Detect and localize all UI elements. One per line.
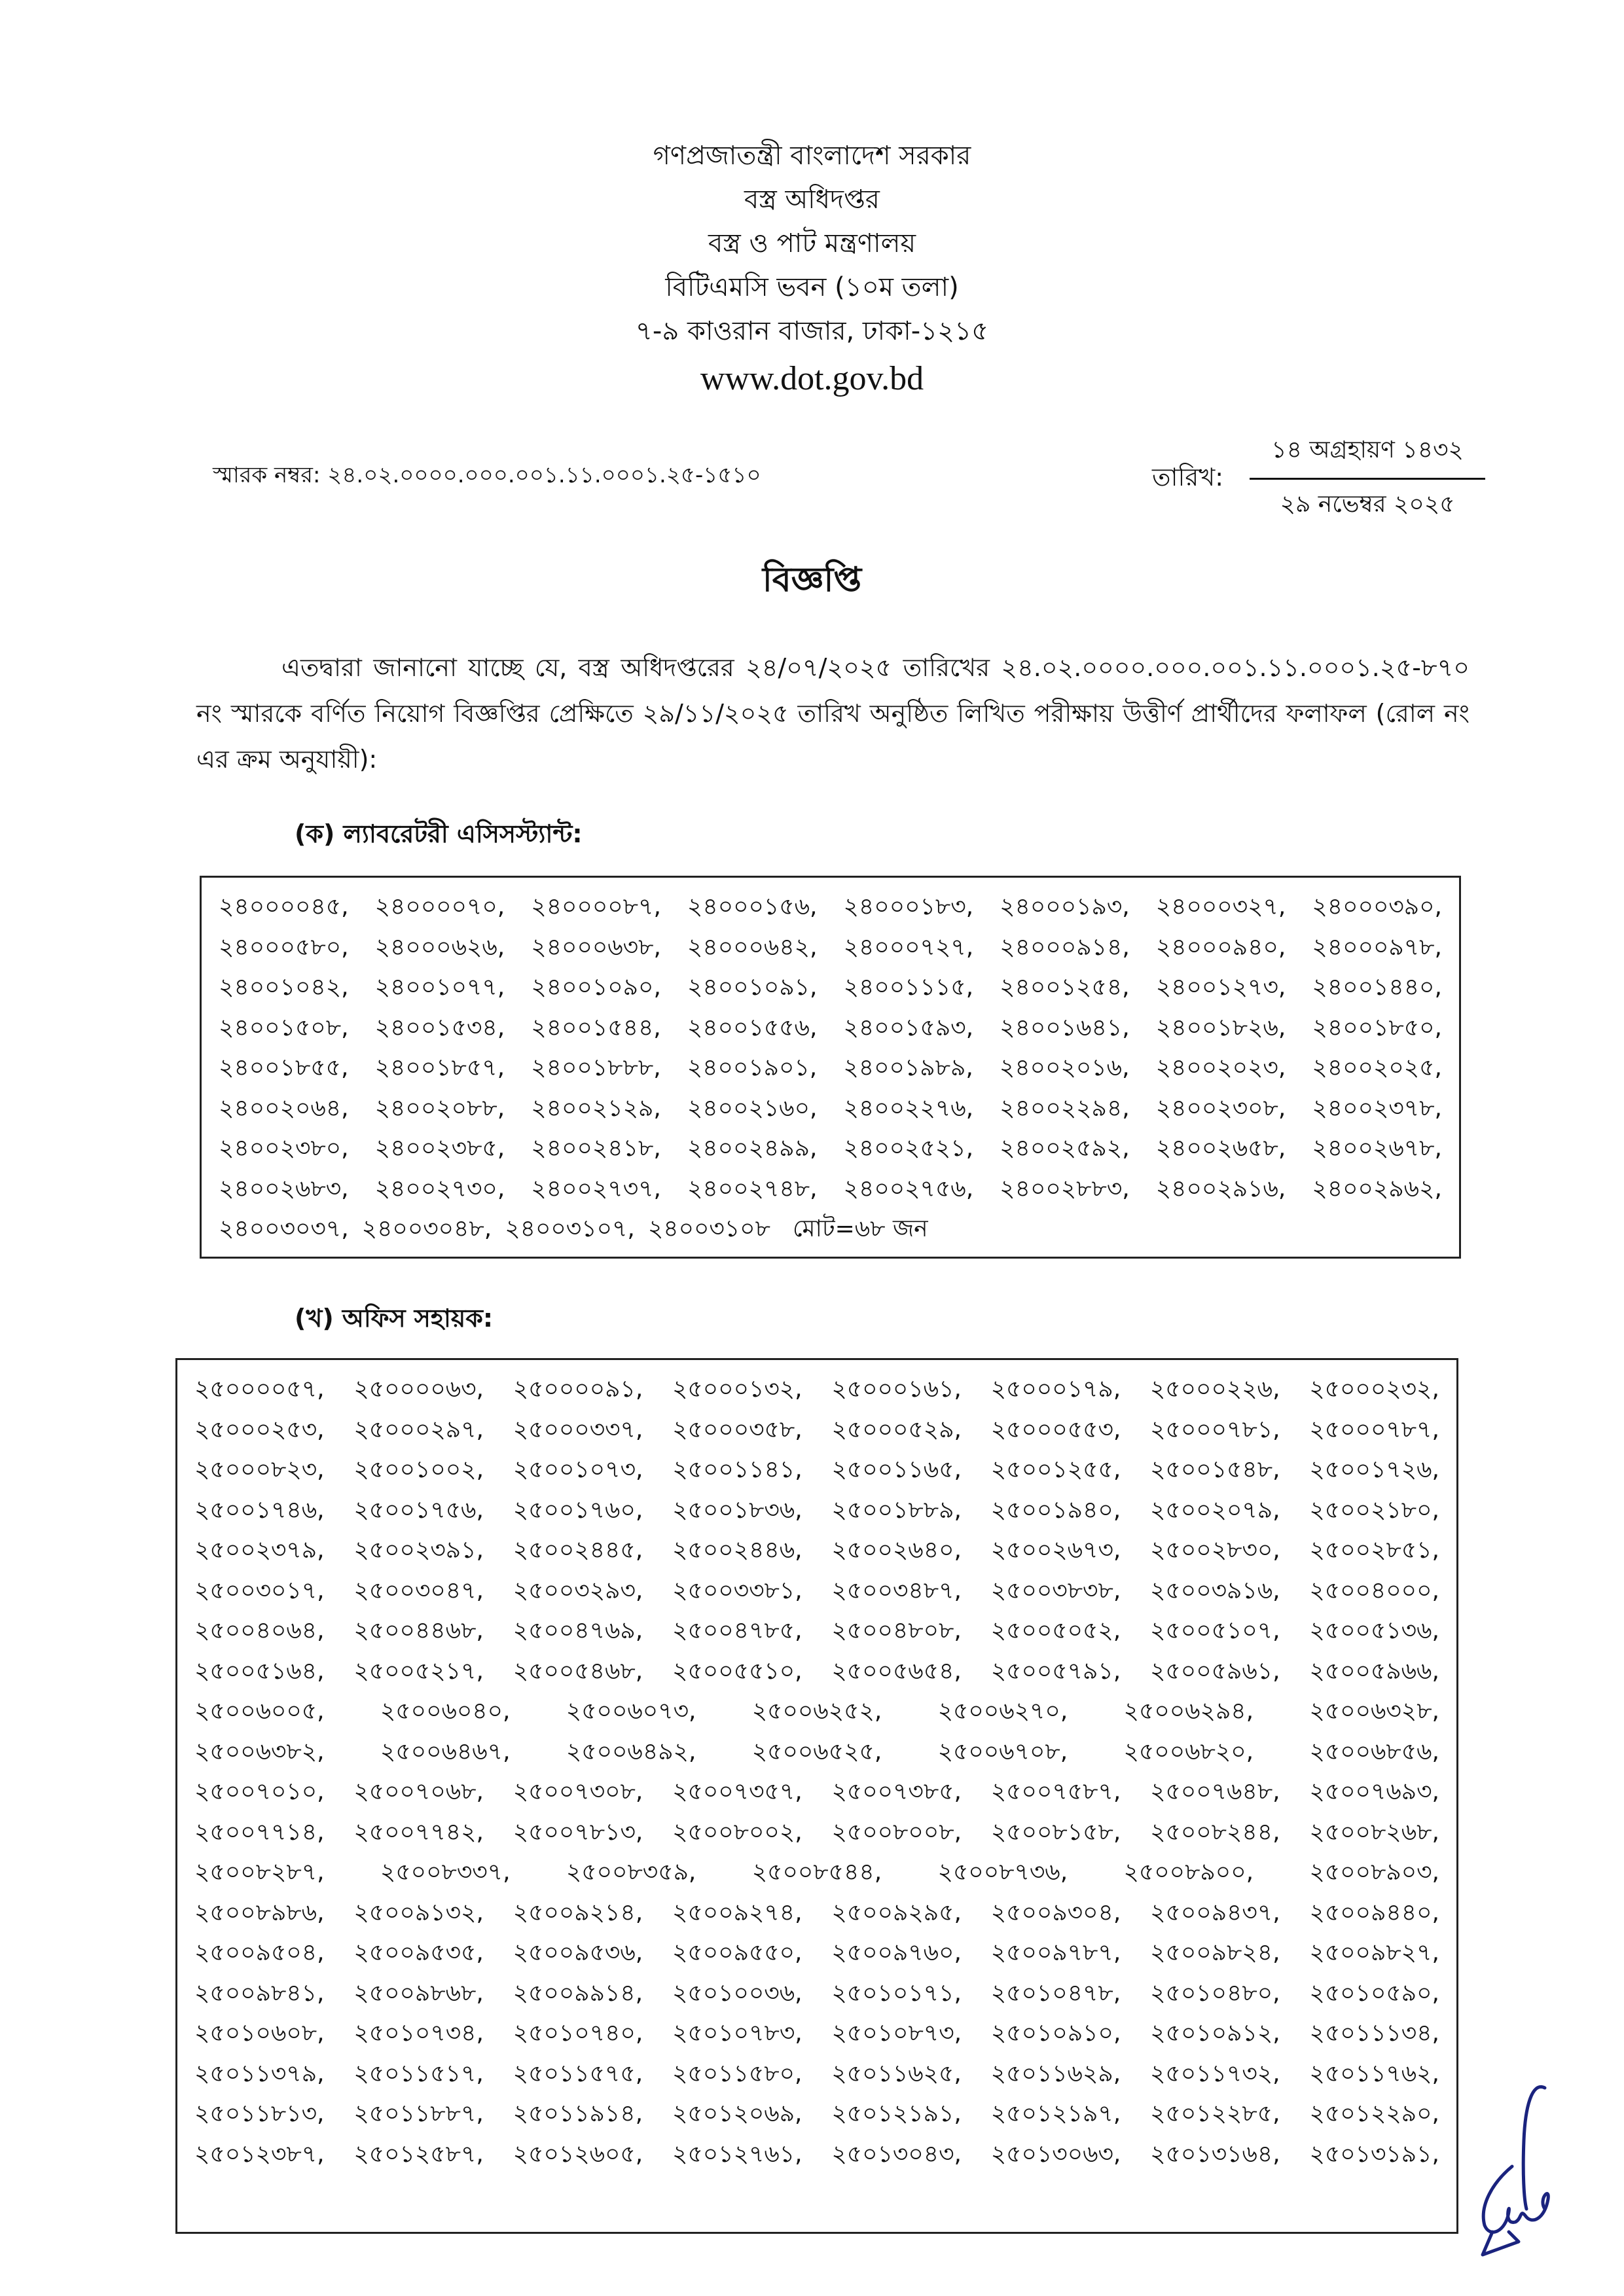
roll-number: ২৪০০০৯৪০, (1155, 933, 1286, 961)
roll-number: ২৫০১৩০৪৩, (831, 2140, 962, 2168)
roll-number: ২৫০০০৫২৯, (831, 1416, 962, 1443)
roll-row (194, 2054, 1439, 2094)
roll-number: ২৫০০৬০৭৩, (566, 1698, 696, 1725)
roll-number: ২৫০০৮৯৮৬, (194, 1899, 325, 1926)
roll-number: ২৫০০৯২৭৪, (672, 1899, 803, 1926)
roll-number: ২৫০০৭৭১৪, (194, 1818, 325, 1846)
office-assistant-roll-list (175, 1358, 1458, 2234)
roll-number: ২৫০০২৩৯১, (353, 1537, 484, 1564)
roll-number: ২৫০১১৬২৯, (990, 2060, 1121, 2087)
roll-number: ২৫০০৬৪৯২, (566, 1738, 696, 1765)
roll-number: ২৫০০৩০৪৭, (353, 1577, 484, 1604)
roll-row (219, 967, 1442, 1008)
roll-number: ২৫০০০২২৬, (1149, 1376, 1280, 1403)
address: ৭-৯ কাওরান বাজার, ঢাকা-১২১৫ (635, 316, 989, 346)
roll-number: ২৫০০৭৩৮৫, (831, 1778, 962, 1805)
roll-number: ২৪০০২৪৯৯, (687, 1135, 818, 1162)
roll-number: ২৫০০০০৬৩, (353, 1376, 484, 1403)
roll-number: ২৪০০২১২৯, (531, 1094, 661, 1122)
roll-number: ২৫০১০০৩৬, (672, 1979, 803, 2007)
roll-number: ২৫০০৯২১৪, (513, 1899, 643, 1926)
roll-number: ২৫০০৩০১৭, (194, 1577, 325, 1604)
roll-number: ২৪০০২০১৬, (999, 1054, 1130, 1081)
roll-number: ২৫০১০১৭১, (831, 1979, 962, 2007)
roll-number: ২৫০১১৭৩২, (1150, 2060, 1280, 2087)
roll-number: ২৫০১০৫৯০, (1309, 1979, 1439, 2007)
roll-number: ২৫০১১৮১৩, (194, 2100, 325, 2127)
roll-number: ২৫০০৬৩২৮, (1309, 1698, 1439, 1725)
roll-number: ২৪০০১৮৫০, (1312, 1014, 1442, 1041)
roll-number: ২৫০০৫৫১০, (672, 1657, 803, 1685)
roll-row (219, 1008, 1442, 1049)
roll-row (194, 1450, 1439, 1490)
roll-number: ২৫০১২১৯৭, (990, 2100, 1121, 2127)
roll-number: ২৪০০২৩৮৫, (374, 1135, 505, 1162)
memo-number (213, 458, 761, 495)
roll-number: ২৫০০১৯৪০, (990, 1496, 1121, 1524)
letterhead (0, 134, 1624, 402)
roll-number: ২৫০০০০৯১, (513, 1376, 643, 1403)
roll-number: ২৪০০২০২৫, (1312, 1054, 1442, 1081)
roll-number: ২৫০১৩১৯১, (1309, 2140, 1439, 2168)
roll-number: ২৫০০২৪৪৫, (513, 1537, 643, 1564)
roll-number: ২৫০০১০৭৩, (513, 1456, 643, 1483)
roll-row (194, 1852, 1439, 1893)
roll-number: ২৪০০১০৭৭, (374, 974, 505, 1001)
roll-number: ২৫০০০৮২৩, (194, 1456, 325, 1483)
roll-number: ২৫০০৭০৬৮, (353, 1778, 484, 1805)
roll-number: ২৪০০০৫৮০, (219, 933, 349, 961)
roll-number: ২৫০১২২৯০, (1309, 2100, 1439, 2127)
roll-number: ২৫০১২৭৬১, (672, 2140, 803, 2168)
roll-number: ২৪০০১৬৪১, (1000, 1014, 1130, 1041)
section-heading-office-assistant: (খ) অফিস সহায়ক: (295, 1304, 494, 1333)
notice-title: বিজ্ঞপ্তি (762, 560, 862, 600)
roll-row (194, 1893, 1439, 1933)
roll-number: ২৫০০১৮৩৬, (672, 1496, 803, 1524)
roll-row (194, 1410, 1439, 1450)
roll-number: ২৪০০১৮২৬, (1155, 1014, 1286, 1041)
roll-row (194, 2134, 1439, 2175)
roll-number: ২৫০০৮৫৪৪, (751, 1859, 882, 1886)
roll-number: ২৫০০১৫৪৮, (1150, 1456, 1280, 1483)
roll-number: ২৪০০২০৬৪, (219, 1094, 349, 1122)
roll-number: ২৫০০১১৬৫, (831, 1456, 962, 1483)
roll-row (194, 1732, 1439, 1772)
roll-number: ২৫০০৬৭০৮, (937, 1738, 1068, 1765)
roll-number: ২৫০০৯৮৪১, (194, 1979, 325, 2007)
roll-number: ২৫০১২১৯১, (831, 2100, 962, 2127)
roll-number: ২৫০১০৭৮৩, (672, 2020, 803, 2047)
roll-number: ২৫০১১৬২৫, (831, 2060, 962, 2087)
roll-number: ২৫০০১৭৪৬, (194, 1496, 325, 1524)
roll-number: ২৫০০৮৯০০, (1123, 1859, 1254, 1886)
roll-row (194, 1933, 1439, 1973)
roll-number: ২৫০১৩০৬৩, (990, 2140, 1121, 2168)
roll-number: ২৫০০৫১৬৪, (194, 1657, 325, 1685)
section-heading-lab-assistant: (ক) ল্যাবরেটরী এসিসস্ট্যান্ট: (295, 819, 583, 848)
roll-number: ২৫০০৯২৯৫, (831, 1899, 962, 1926)
roll-number: ২৫০০৯৫৩৬, (513, 1939, 643, 1966)
roll-number: ২৫০০০২৯৭, (353, 1416, 484, 1443)
notice-body: এতদ্বারা জানানো যাচ্ছে যে, বস্ত্র অধিদপ্তরের ২৪/০৭/২০২৫ তারিখের ২৪.০২.০০০০.০০০.০০১.১১.০০০১.২৫-৮৭০ নং স্মারকে বর্ণিত নিয়োগ বিজ্ঞপ্তির প্রেক্ষিতে ২৯/১১/২০২৫ তারিখ অনুষ্ঠিত লিখিত পরীক্ষায় উত্তীর্ণ প্রার্থীদের ফলাফল (রোল নং এর ক্রম অনুযায়ী): (196, 653, 1470, 774)
roll-number: ২৫০০৬৪৬৭, (380, 1738, 511, 1765)
roll-row (219, 1088, 1442, 1129)
roll-number: ২৫০০৯৫৫০, (672, 1939, 803, 1966)
roll-number: ২৫০০৯৭৮৭, (990, 1939, 1121, 1966)
roll-number: ২৪০০২০৮৮, (374, 1094, 505, 1122)
signature-icon (1447, 2068, 1578, 2265)
roll-number: ২৫০১০৬০৮, (194, 2020, 325, 2047)
roll-row (194, 1369, 1439, 1410)
roll-number: ২৫০০০৩৩৭, (513, 1416, 643, 1443)
roll-row (194, 1973, 1439, 2014)
roll-number: ২৫০১২২৮৫, (1150, 2100, 1280, 2127)
roll-number: ২৫০০৫৯৬৬, (1309, 1657, 1439, 1685)
roll-number: ২৫০০০১৬১, (831, 1376, 962, 1403)
roll-number: ২৫০০৪০০০, (1309, 1577, 1439, 1604)
roll-number: ২৫০১২৫৮৭, (353, 2140, 484, 2168)
roll-number: ২৫০০৬৮২০, (1123, 1738, 1254, 1765)
roll-row (194, 1571, 1439, 1611)
roll-number: ২৪০০০৭২৭, (843, 933, 974, 961)
roll-number: ২৫০০৭০১০, (194, 1778, 325, 1805)
roll-number: ২৪০০২২৯৪, (1000, 1094, 1130, 1122)
roll-number: ২৫০০৪৭৬৯, (513, 1617, 643, 1644)
roll-number: ২৫০১২৬০৫, (513, 2140, 643, 2168)
roll-row (219, 887, 1442, 927)
roll-number: ২৪০০০০৭০, (374, 893, 505, 920)
roll-number: ২৫০০২৪৪৬, (672, 1537, 803, 1564)
roll-number: ২৫০১১৫৮০, (672, 2060, 803, 2087)
roll-number: ২৪০০১০৯১, (687, 974, 818, 1001)
roll-number: ২৫০০৫১৩৬, (1309, 1617, 1439, 1644)
roll-number: ২৫০০৮৩৫৯, (566, 1859, 696, 1886)
department-name: বস্ত্র অধিদপ্তর (744, 185, 880, 215)
roll-number: ২৫০০২৮৫১, (1309, 1537, 1439, 1564)
roll-number: ২৫০০৫৪৬৮, (513, 1657, 643, 1685)
roll-number: ২৫০১২০৬৯, (672, 2100, 803, 2127)
roll-number: ২৪০০১৪৪০, (1312, 974, 1442, 1001)
roll-number: ২৫০০০২৩২, (1309, 1376, 1439, 1403)
roll-number: ২৫০০২৩৭৯, (194, 1537, 325, 1564)
roll-number: ২৫০১১৫১৭, (353, 2060, 484, 2087)
roll-number: ২৫০০৬৮৫৬, (1309, 1738, 1439, 1765)
roll-number: ২৫০০৬৫২৫, (751, 1738, 882, 1765)
roll-number: ২৪০০২৭৫৬, (843, 1175, 974, 1202)
roll-number: ২৫০০৬৩৮২, (194, 1738, 325, 1765)
roll-number: ২৫০১১৩৭৯, (194, 2060, 325, 2087)
roll-number: ২৪০০২৭৩৭, (531, 1175, 661, 1202)
roll-number: ২৪০০১৫০৮, (219, 1014, 349, 1041)
roll-number: ২৫০০২৮৩০, (1150, 1537, 1280, 1564)
roll-number: ২৫০০১৭২৬, (1309, 1456, 1439, 1483)
roll-number: ২৪০০২৩৮০, (219, 1135, 349, 1162)
roll-number: ২৫০১০৯১২, (1150, 2020, 1280, 2047)
roll-number: ২৪০০৩০৩৭, (219, 1215, 349, 1242)
roll-number: ২৪০০০৯১৪, (1000, 933, 1130, 961)
roll-number: ২৫০১১৯১৪, (513, 2100, 643, 2127)
roll-number: ২৫০০৭৮১৩, (513, 1818, 643, 1846)
roll-number: ২৫০০৯৫৩৫, (353, 1939, 484, 1966)
roll-number: ২৫০০১০০২, (353, 1456, 484, 1483)
roll-number: ২৫০১০৪৮০, (1150, 1979, 1280, 2007)
roll-number: ২৪০০১৮৫৭, (374, 1054, 505, 1081)
date-block (1152, 432, 1485, 526)
roll-number: ২৫০০৬২৫২, (751, 1698, 882, 1725)
gregorian-date: ২৯ নভেম্বর ২০২৫ (1280, 491, 1455, 518)
roll-number: ২৫০১০৪৭৮, (990, 1979, 1121, 2007)
roll-number: ২৫০০৮১৫৮, (990, 1818, 1121, 1846)
roll-number: ২৫০০১৭৬০, (513, 1496, 643, 1524)
govt-name: গণপ্রজাতন্ত্রী বাংলাদেশ সরকার (653, 141, 971, 171)
roll-number: ২৫০০৮২৬৮, (1309, 1818, 1439, 1846)
roll-number: ২৫০০৯৭৬০, (831, 1939, 962, 1966)
roll-number: ২৫০০১৭৫৬, (353, 1496, 484, 1524)
roll-number: ২৫০০৯৯১৪, (513, 1979, 643, 2007)
roll-number: ২৫০১৩১৬৪, (1150, 2140, 1280, 2168)
roll-number: ২৫০০৬২৭০, (937, 1698, 1068, 1725)
roll-number: ২৪০০২৬৮৩, (219, 1175, 349, 1202)
roll-number: ২৪০০২৭৪৮, (687, 1175, 818, 1202)
roll-row (219, 1169, 1442, 1210)
roll-number: ২৪০০১৯০১, (687, 1054, 818, 1081)
roll-row (194, 2013, 1439, 2054)
roll-number: ২৫০০৭৫৮৭, (990, 1778, 1121, 1805)
roll-row (194, 1691, 1439, 1732)
roll-number: ২৫০০৬২৯৪, (1123, 1698, 1254, 1725)
roll-number: ২৪০০১০৪২, (219, 974, 349, 1001)
roll-number: ২৪০০০৩২৭, (1155, 893, 1286, 920)
roll-number: ২৫০০৪৮০৮, (831, 1617, 962, 1644)
roll-number: ২৪০০১৮৮৮, (531, 1054, 661, 1081)
roll-number: ২৫০০৮০০২, (672, 1818, 803, 1846)
roll-number: ২৪০০০৬৪২, (687, 933, 818, 961)
roll-number: ২৫০০০৫৫৩, (990, 1416, 1121, 1443)
roll-number: ২৫০০০১৭৯, (990, 1376, 1121, 1403)
roll-number: ২৪০০২৬৫৮, (1155, 1135, 1286, 1162)
roll-number: ২৫০০২০৭৯, (1149, 1496, 1280, 1524)
roll-number: ২৫০০৬০৪০, (380, 1698, 511, 1725)
roll-number: ২৫০০১৮৮৯, (831, 1496, 962, 1524)
ministry-name: বস্ত্র ও পাট মন্ত্রণালয় (708, 228, 916, 259)
roll-number: ২৫০০৭৬৪৮, (1150, 1778, 1280, 1805)
signature-stroke (1483, 2087, 1548, 2255)
roll-number: ২৪০০০১৫৬, (687, 893, 818, 920)
roll-number: ২৪০০০৬৩৮, (531, 933, 661, 961)
roll-number: ২৪০০১৫৯৩, (843, 1014, 974, 1041)
roll-number: ২৫০০৪৭৮৫, (672, 1617, 803, 1644)
roll-number: ২৫০০৪০৬৪, (194, 1617, 325, 1644)
roll-number: ২৫০০৭৬৯৩, (1309, 1778, 1439, 1805)
roll-number: ২৫০০০১৩২, (672, 1376, 803, 1403)
roll-number: ২৪০০২৩০৮, (1155, 1094, 1286, 1122)
roll-number: ২৫০০৮৩৩৭, (380, 1859, 511, 1886)
roll-number: ২৫০০৯৪৩৭, (1150, 1899, 1280, 1926)
roll-number: ২৪০০২০২৩, (1155, 1054, 1286, 1081)
roll-row (194, 1812, 1439, 1853)
roll-number: ২৪০০১৫৫৬, (687, 1014, 818, 1041)
building-name: বিটিএমসি ভবন (১০ম তলা) (665, 272, 959, 302)
roll-number: ২৪০০৩১০৮ (647, 1215, 770, 1242)
roll-number: ২৫০০৫২১৭, (353, 1657, 484, 1685)
roll-number: ২৫০১০৯১০, (990, 2020, 1121, 2047)
date-label: তারিখ: (1152, 462, 1224, 492)
roll-number: ২৫০০৭৩৫৭, (672, 1778, 803, 1805)
roll-number: ২৫০০৩৮৩৮, (990, 1577, 1121, 1604)
roll-number: ২৫০০৯৫০৪, (194, 1939, 325, 1966)
roll-number: ২৪০০০৩৯০, (1312, 893, 1442, 920)
roll-number: ২৪০০০৯৭৮, (1312, 933, 1442, 961)
roll-row (194, 1490, 1439, 1531)
roll-number: ২৫০০৫০৫২, (990, 1617, 1121, 1644)
roll-number: ২৪০০২৯১৬, (1155, 1175, 1286, 1202)
roll-number: ২৫০০৬০০৫, (194, 1698, 325, 1725)
roll-number: ২৫০০৮৯০৩, (1309, 1859, 1439, 1886)
roll-number: ২৫০০০৭৮৭, (1309, 1416, 1439, 1443)
memo-value: ২৪.০২.০০০০.০০০.০০১.১১.০০০১.২৫-১৫১০ (327, 462, 761, 488)
roll-number: ২৫০০২৬৪০, (831, 1537, 962, 1564)
roll-number: ২৪০০০১৮৩, (843, 893, 974, 920)
roll-number: ২৪০০৩১০৭, (505, 1215, 635, 1242)
roll-number: ২৪০০২৩৭৮, (1312, 1094, 1442, 1122)
roll-row (219, 1209, 1442, 1249)
roll-number: ২৪০০০৬২৬, (374, 933, 505, 961)
roll-number: ২৪০০২৮৮৩, (1000, 1175, 1130, 1202)
roll-row (194, 1611, 1439, 1651)
roll-number: ২৪০০১৫৪৪, (531, 1014, 661, 1041)
roll-number: ২৫০০০৩৫৮, (672, 1416, 803, 1443)
roll-number: ২৫০০৮৭৩৬, (937, 1859, 1068, 1886)
roll-number: ২৫০১২৩৮৭, (194, 2140, 325, 2168)
roll-number: ২৫০০১১৪১, (672, 1456, 803, 1483)
roll-number: ২৫০০৮২৪৪, (1150, 1818, 1280, 1846)
roll-number: ২৪০০১৫৩৪, (374, 1014, 505, 1041)
roll-number: ২৫০০৯৪৪০, (1309, 1899, 1439, 1926)
roll-row (194, 2094, 1439, 2134)
roll-number: ২৪০০০০৮৭, (531, 893, 661, 920)
roll-number: ২৪০০১২৭৩, (1155, 974, 1286, 1001)
bangla-date: ১৪ অগ্রহায়ণ ১৪৩২ (1271, 437, 1464, 463)
roll-number: ২৫০০৩৯১৬, (1150, 1577, 1280, 1604)
roll-number: ২৪০০২২৭৬, (843, 1094, 974, 1122)
roll-number: ২৫০০৫৬৫৪, (831, 1657, 962, 1685)
roll-number: ২৪০০১১১৫, (843, 974, 974, 1001)
roll-number: ২৫০০৯৮২৪, (1150, 1939, 1280, 1966)
roll-number: ২৫০০০৭৮১, (1150, 1416, 1280, 1443)
roll-row (219, 1048, 1442, 1088)
roll-number: ২৪০০১৯৮৯, (843, 1054, 973, 1081)
roll-number: ২৫০০১২৫৫, (990, 1456, 1121, 1483)
memo-label: স্মারক নম্বর: (213, 462, 321, 488)
roll-number: ২৫০১০৭৪০, (513, 2020, 643, 2047)
roll-number: ২৫০০০০৫৭, (194, 1376, 325, 1403)
lab-assistant-roll-list (200, 876, 1461, 1259)
roll-number: ২৪০০২৯৬২, (1312, 1175, 1442, 1202)
roll-number: ২৪০০০০৪৫, (219, 893, 349, 920)
roll-number: ২৫০১০৮৭৩, (831, 2020, 962, 2047)
roll-number: ২৫০০৭৭৪২, (353, 1818, 484, 1846)
roll-number: ২৫০০৭৩০৮, (513, 1778, 643, 1805)
roll-number: ২৫০১১৫৭৫, (513, 2060, 643, 2087)
roll-row (219, 1128, 1442, 1169)
roll-number: ২৪০০২১৬০, (687, 1094, 818, 1122)
roll-number: ২৫০০৯৩০৪, (990, 1899, 1121, 1926)
roll-number: ২৫০০৫৯৬১, (1150, 1657, 1280, 1685)
roll-row (194, 1772, 1439, 1812)
roll-number: ২৫০০০২৫৩, (194, 1416, 325, 1443)
roll-number: ২৫০০২১৮০, (1309, 1496, 1439, 1524)
roll-number: ২৫০০৫১০৭, (1150, 1617, 1280, 1644)
roll-number: ২৪০০০১৯৩, (1000, 893, 1130, 920)
roll-number: ২৫০০৩৪৮৭, (831, 1577, 962, 1604)
roll-number: ২৫০০৯১৩২, (353, 1899, 484, 1926)
roll-number: ২৪০০২৭৩০, (374, 1175, 505, 1202)
roll-number: ২৫০০৮২৮৭, (194, 1859, 325, 1886)
roll-number: ২৪০০৩০৪৮, (361, 1215, 492, 1242)
website-link[interactable]: www.dot.gov.bd (700, 360, 924, 397)
roll-number: ২৪০০২৪১৮, (531, 1135, 661, 1162)
roll-number: ২৫০০৩২৯৩, (513, 1577, 643, 1604)
roll-number: ২৪০০২৫২১, (843, 1135, 974, 1162)
roll-number: ২৫০০৫৭৯১, (990, 1657, 1121, 1685)
roll-number: ২৫০০৯৮৬৮, (353, 1979, 484, 2007)
roll-number: ২৪০০১০৯০, (531, 974, 661, 1001)
roll-number: ২৫০০৯৮২৭, (1309, 1939, 1439, 1966)
roll-number: ২৫০০৮০০৮, (831, 1818, 962, 1846)
roll-number: ২৫০০৩৩৮১, (672, 1577, 803, 1604)
roll-number: ২৪০০১৮৫৫, (219, 1054, 349, 1081)
roll-row (194, 1530, 1439, 1571)
roll-number: ২৪০০১২৫৪, (1000, 974, 1130, 1001)
roll-number: ২৪০০২৬৭৮, (1312, 1135, 1442, 1162)
total-count: মোট=৬৮ জন (792, 1215, 928, 1242)
date-values (1250, 432, 1485, 526)
roll-row (194, 1651, 1439, 1692)
roll-number: ২৫০১১৭৬২, (1309, 2060, 1439, 2087)
roll-number: ২৫০১১৮৮৭, (353, 2100, 484, 2127)
roll-number: ২৫০১০৭৩৪, (353, 2020, 484, 2047)
roll-number: ২৫০০২৬৭৩, (990, 1537, 1121, 1564)
roll-number: ২৫০০৪৪৬৮, (353, 1617, 484, 1644)
roll-row (219, 927, 1442, 968)
roll-number: ২৫০১১১৩৪, (1309, 2020, 1439, 2047)
roll-number: ২৪০০২৫৯২, (1000, 1135, 1130, 1162)
